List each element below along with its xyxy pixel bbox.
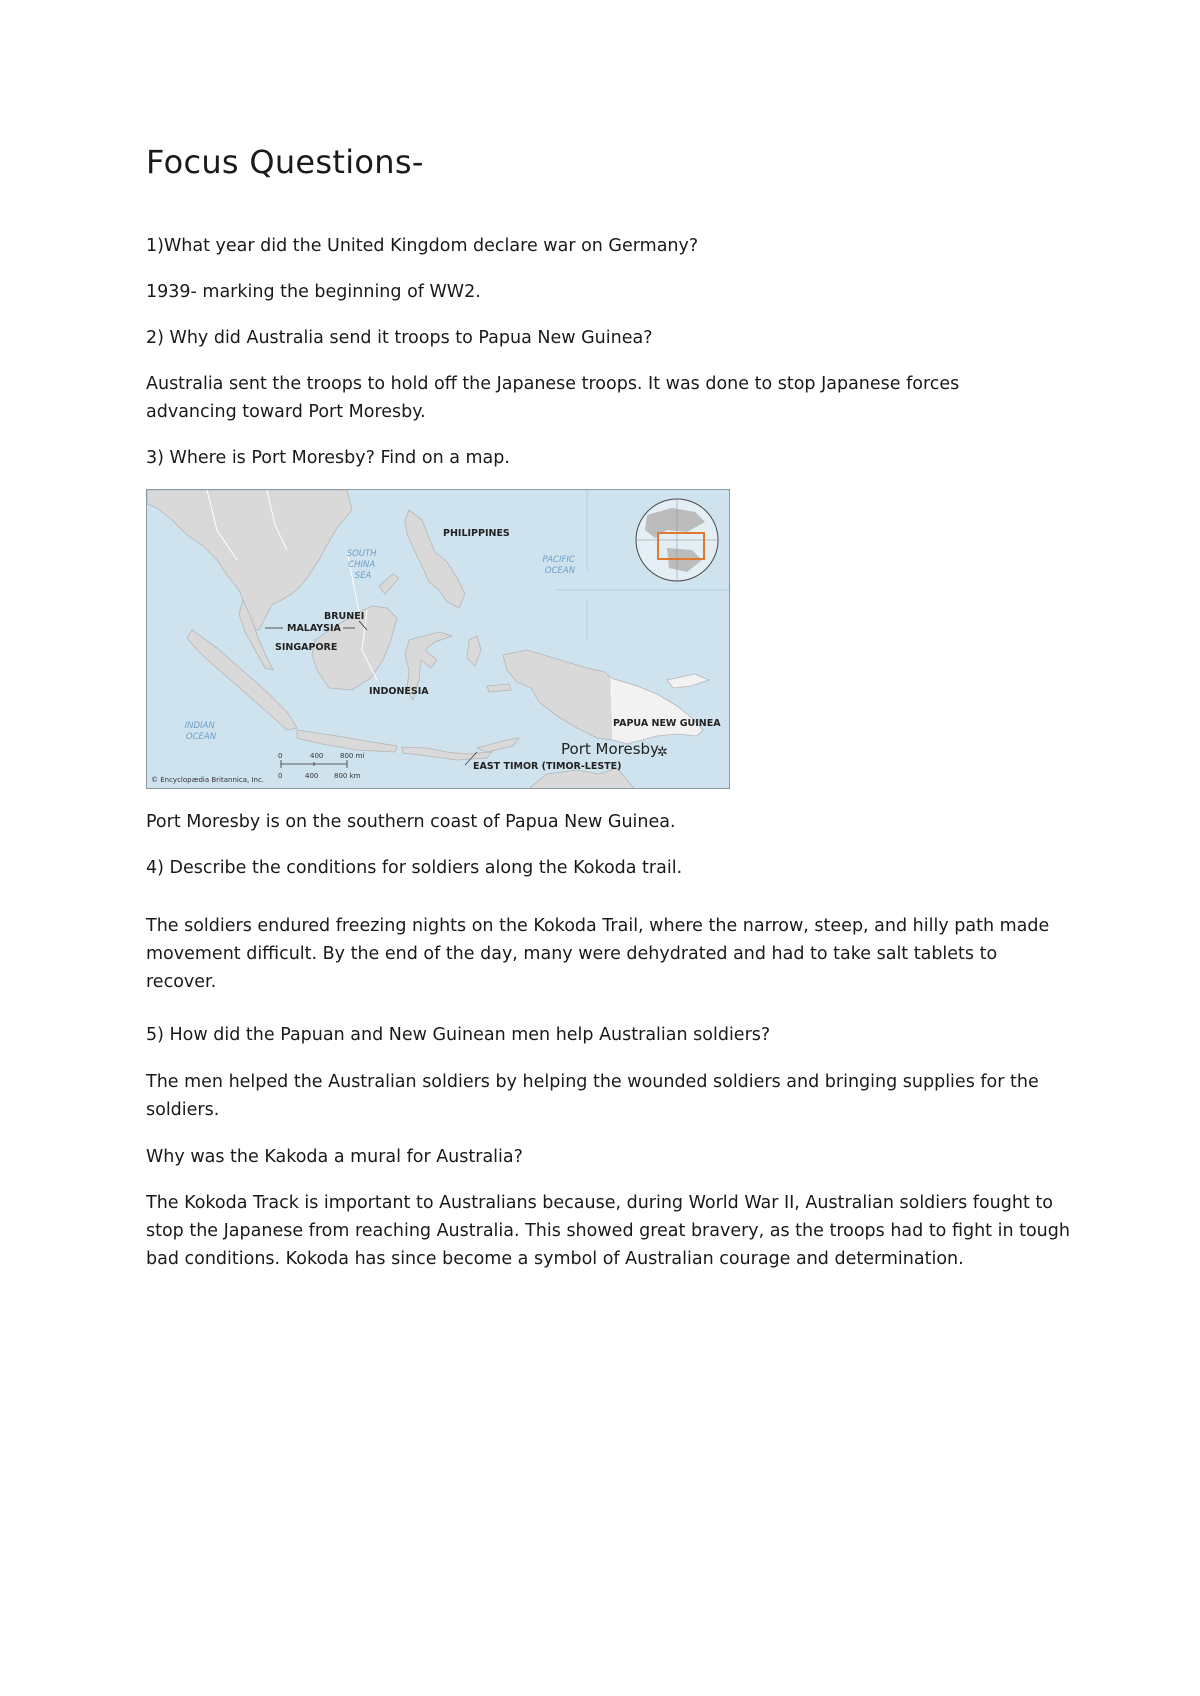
question-6: Why was the Kakoda a mural for Australia?	[146, 1147, 523, 1167]
label-indonesia: INDONESIA	[369, 686, 429, 697]
scale-bottom-0: 0	[278, 772, 283, 780]
label-singapore: SINGAPORE	[275, 642, 338, 653]
question-4: 4) Describe the conditions for soldiers along the Kokoda trail.	[146, 858, 683, 878]
scale-bottom-400: 400	[305, 772, 319, 780]
label-east-timor: EAST TIMOR (TIMOR-LESTE)	[473, 761, 622, 772]
question-3: 3) Where is Port Moresby? Find on a map.	[146, 448, 510, 468]
label-brunei: BRUNEI	[324, 611, 365, 622]
locator-globe	[636, 499, 718, 581]
answer-1: 1939- marking the beginning of WW2.	[146, 282, 481, 302]
scale-bottom-800: 800 km	[334, 772, 361, 780]
answer-6: The Kokoda Track is important to Australians because, during World War II, Australian soldiers fought to stop the Japanese from reaching Australia. This showed great bravery, as the troops had to fight in tough bad conditions. Kokoda has since become a symbol of Australian courage and determination.	[146, 1193, 1070, 1269]
question-1: 1)What year did the United Kingdom declare war on Germany?	[146, 236, 699, 256]
label-papua-new-guinea: PAPUA NEW GUINEA	[613, 718, 721, 729]
map-graphic	[147, 490, 730, 789]
answer-2: Australia sent the troops to hold off the Japanese troops. It was done to stop Japanese forces advancing toward Port Moresby.	[146, 374, 960, 422]
label-philippines: PHILIPPINES	[443, 528, 510, 539]
label-south-china-sea: SOUTH CHINA SEA	[346, 549, 377, 581]
label-port-moresby: Port Moresby	[561, 740, 659, 758]
port-moresby-star-icon: ✲	[657, 745, 668, 760]
label-pacific-ocean: PACIFIC OCEAN	[542, 555, 576, 576]
label-indian-ocean: INDIAN OCEAN	[184, 721, 217, 742]
southeast-asia-map	[146, 489, 730, 789]
question-5: 5) How did the Papuan and New Guinean men help Australian soldiers?	[146, 1025, 771, 1045]
label-malaysia: MALAYSIA	[287, 623, 341, 634]
question-2: 2) Why did Australia send it troops to Papua New Guinea?	[146, 328, 653, 348]
scale-top-400: 400	[310, 752, 324, 760]
page-title: Focus Questions-	[146, 143, 424, 181]
scale-top-0: 0	[278, 752, 283, 760]
answer-5: The men helped the Australian soldiers by helping the wounded soldiers and bringing supplies for the soldiers.	[146, 1072, 1039, 1120]
answer-3: Port Moresby is on the southern coast of Papua New Guinea.	[146, 812, 676, 832]
scale-top-800: 800 mi	[340, 752, 365, 760]
answer-4: The soldiers endured freezing nights on the Kokoda Trail, where the narrow, steep, and hilly path made movement difficult. By the end of the day, many were dehydrated and had to take salt tablets to recover.	[146, 916, 1050, 992]
map-credit: © Encyclopædia Britannica, Inc.	[151, 776, 265, 784]
